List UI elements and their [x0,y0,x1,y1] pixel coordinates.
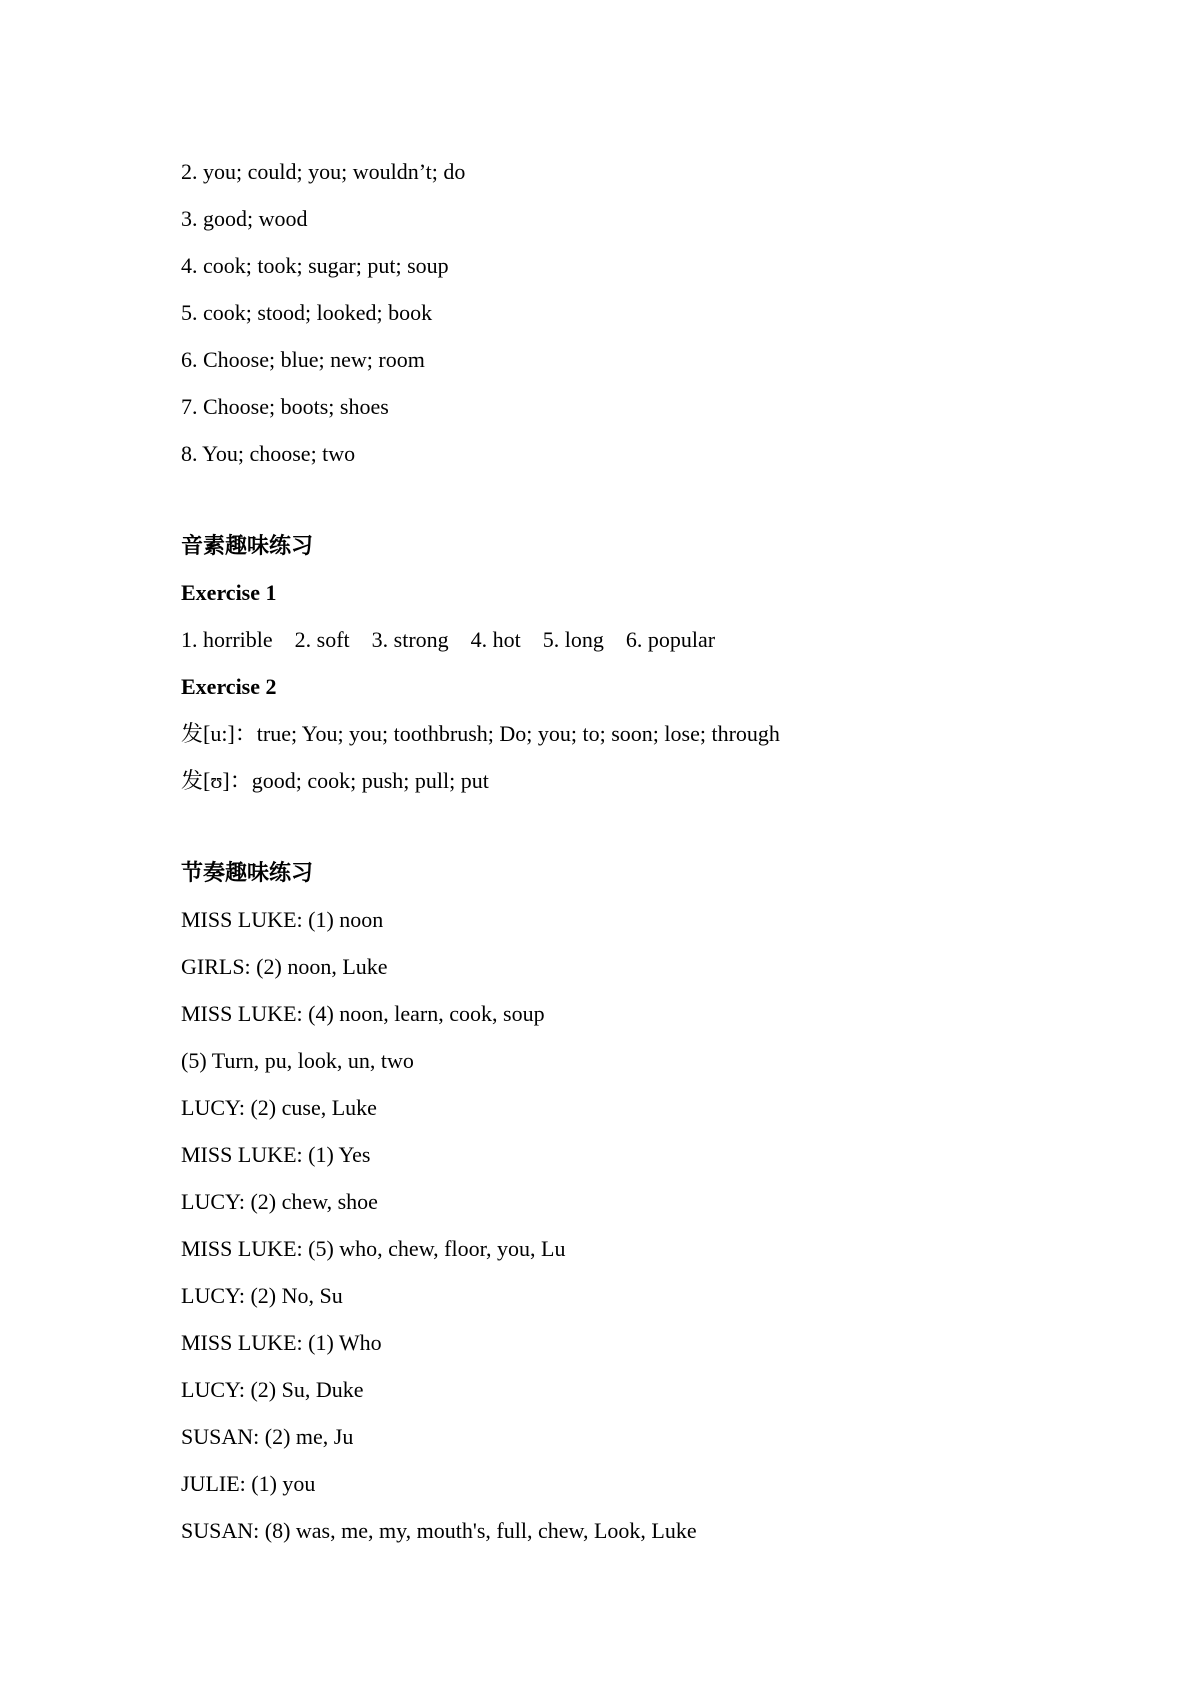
answer-line: 7. Choose; boots; shoes [181,394,389,419]
spacer [181,804,1141,849]
exercise1-item: 2. soft [294,627,350,652]
answer-list-1 [181,148,1141,477]
exercise1-item: 4. hot [470,627,521,652]
dialogue-line: MISS LUKE: (1) noon [181,907,384,932]
dialogue-line: JULIE: (1) you [181,1471,316,1496]
exercise-heading: Exercise 1 [181,580,277,605]
exercise1-item: 1. horrible [181,627,273,652]
dialogue-line: GIRLS: (2) noon, Luke [181,954,388,979]
document-page [181,148,1141,1554]
dialogue-line: LUCY: (2) chew, shoe [181,1189,378,1214]
exercise1-item: 3. strong [371,627,449,652]
dialogue-line: MISS LUKE: (5) who, chew, floor, you, Lu [181,1236,566,1261]
answer-line: 4. cook; took; sugar; put; soup [181,253,449,278]
dialogue-line: MISS LUKE: (1) Who [181,1330,382,1355]
exercise1-item: 6. popular [625,627,716,652]
spacer [181,477,1141,522]
exercise2-line: 发[ʊ]：good; cook; push; pull; put [181,768,489,793]
phoneme-section [181,522,1141,804]
answer-line: 3. good; wood [181,206,308,231]
dialogue-line: MISS LUKE: (1) Yes [181,1142,371,1167]
exercise-heading: Exercise 2 [181,674,277,699]
dialogue-line: (5) Turn, pu, look, un, two [181,1048,414,1073]
dialogue-line: SUSAN: (2) me, Ju [181,1424,354,1449]
exercise2-line: 发[u:]：true; You; you; toothbrush; Do; you; to; soon; lose; through [181,721,780,746]
dialogue-line: MISS LUKE: (4) noon, learn, cook, soup [181,1001,545,1026]
section-heading: 节奏趣味练习 [181,860,314,885]
answer-line: 6. Choose; blue; new; room [181,347,425,372]
answer-line: 5. cook; stood; looked; book [181,300,433,325]
exercise1-answers [181,616,1141,663]
rhythm-section [181,849,1141,1554]
section-heading: 音素趣味练习 [181,533,314,558]
exercise1-item: 5. long [542,627,604,652]
dialogue-line: LUCY: (2) cuse, Luke [181,1095,377,1120]
answer-line: 8. You; choose; two [181,441,356,466]
dialogue-line: SUSAN: (8) was, me, my, mouth's, full, chew, Look, Luke [181,1518,697,1543]
dialogue-line: LUCY: (2) Su, Duke [181,1377,364,1402]
dialogue-line: LUCY: (2) No, Su [181,1283,343,1308]
answer-line: 2. you; could; you; wouldn’t; do [181,159,466,184]
